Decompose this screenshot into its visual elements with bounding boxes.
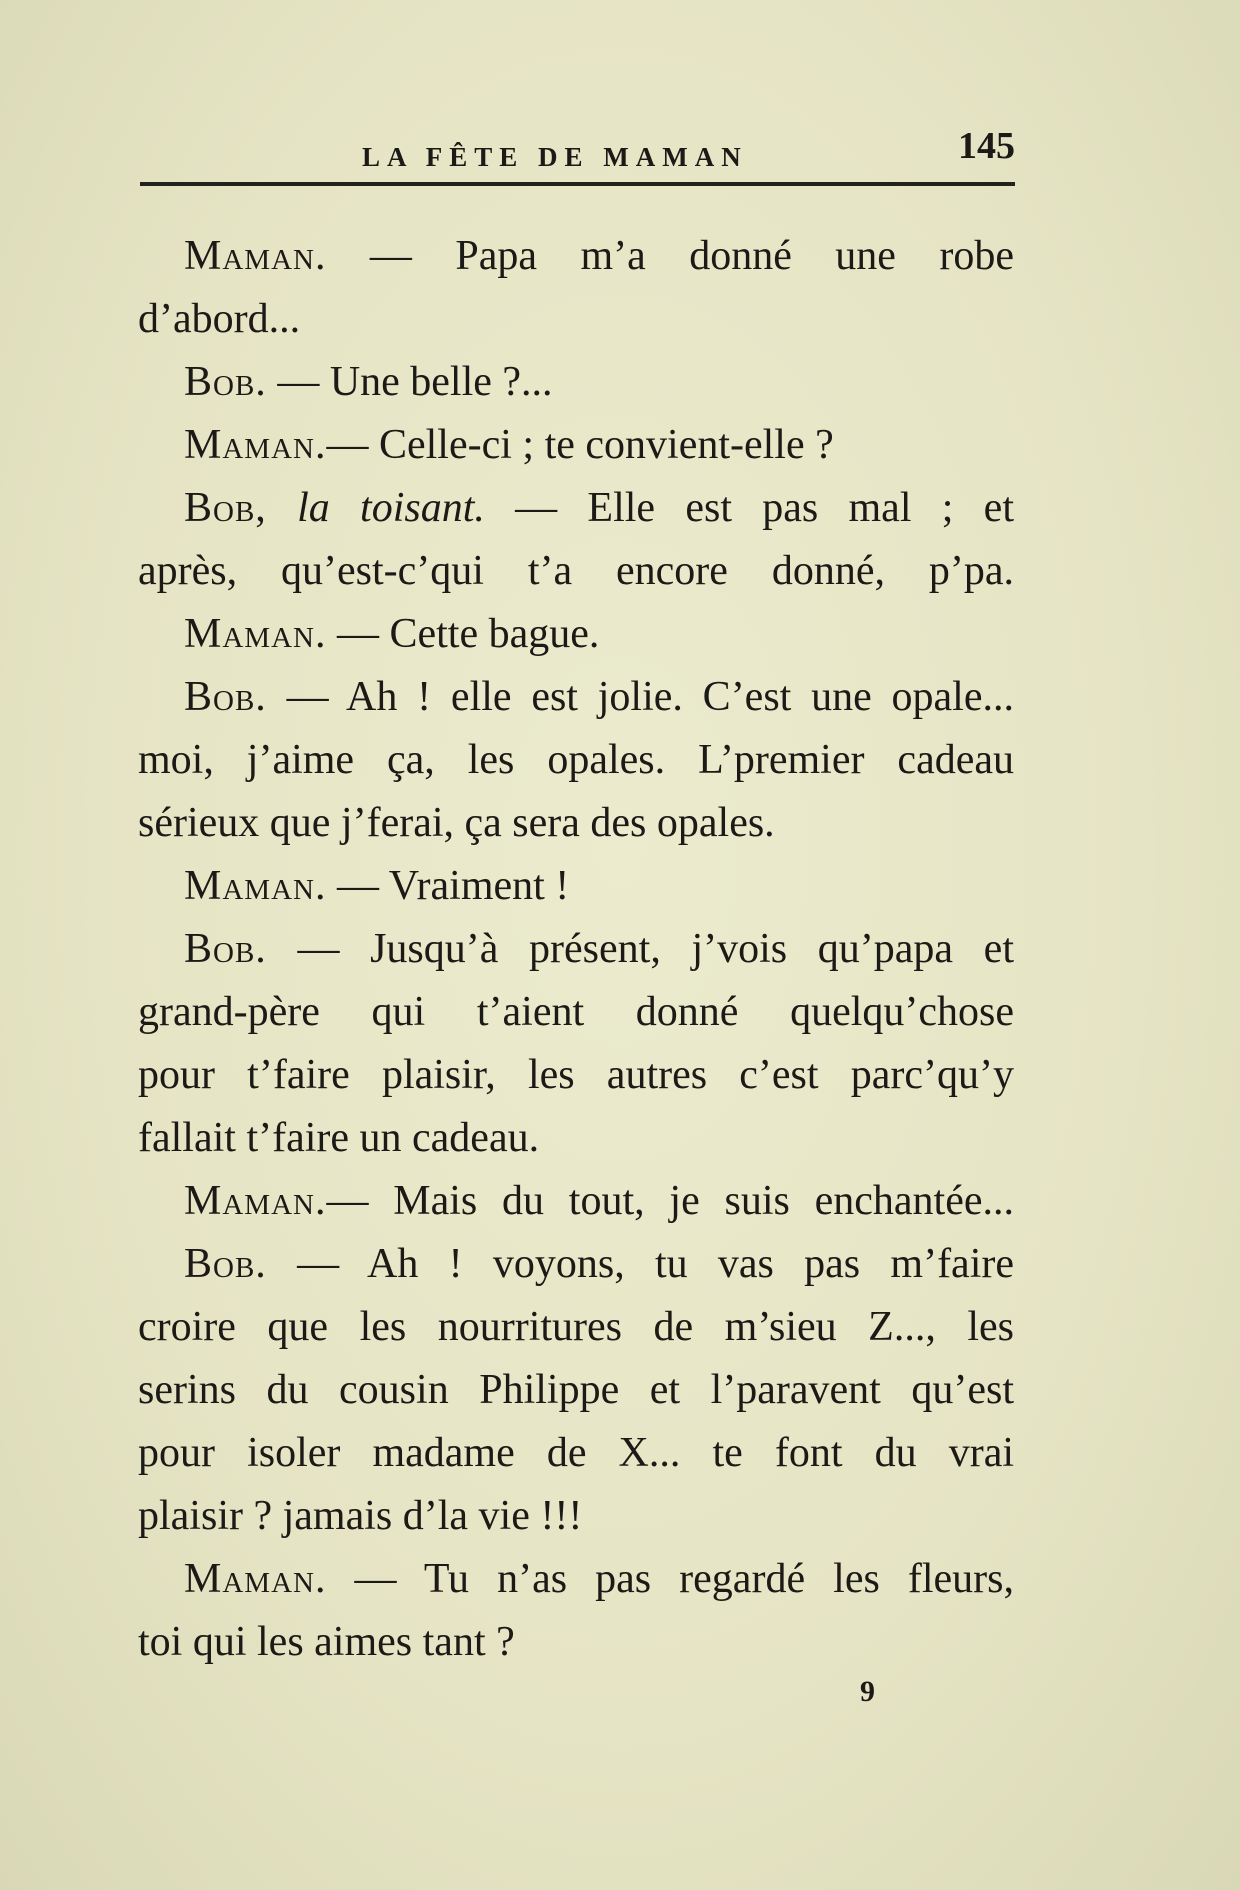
- line-text: plaisir ? jamais d’la vie !!!: [138, 1493, 583, 1539]
- speaker-name: Bob,: [184, 485, 267, 531]
- speaker-name: Maman.: [184, 1178, 327, 1224]
- text-line: [138, 1611, 1014, 1674]
- line-text: serins du cousin Philippe et l’paravent qu’est: [138, 1367, 1014, 1413]
- line-text: — Ah ! voyons, tu vas pas m’faire: [266, 1241, 1014, 1287]
- text-line: [138, 1548, 1014, 1611]
- line-text: croire que les nourritures de m’sieu Z..., les: [138, 1304, 1014, 1350]
- speaker-name: Bob.: [184, 359, 267, 405]
- line-text: après, qu’est-c’qui t’a encore donné, p’pa.: [138, 548, 1014, 594]
- text-line: [138, 792, 1014, 855]
- text-line: [138, 1044, 1014, 1107]
- running-head: [140, 118, 1015, 178]
- text-line: [138, 1485, 1014, 1548]
- line-text: — Papa m’a donné une robe: [326, 233, 1014, 279]
- text-line: [138, 1233, 1014, 1296]
- line-text: grand-père qui t’aient donné quelqu’chose: [138, 989, 1014, 1035]
- text-line: [138, 855, 1014, 918]
- text-line: [138, 414, 1014, 477]
- speaker-name: Bob.: [184, 674, 267, 720]
- text-line: [138, 540, 1014, 603]
- line-text: — Vraiment !: [326, 863, 570, 909]
- line-text: — Elle est pas mal ; et: [484, 485, 1014, 531]
- line-text: d’abord...: [138, 296, 301, 342]
- speaker-name: Maman.: [184, 611, 327, 657]
- line-text: — Celle-ci ; te convient-elle ?: [326, 422, 834, 468]
- line-text: moi, j’aime ça, les opales. L’premier cadeau: [138, 737, 1014, 783]
- text-line: [138, 1170, 1014, 1233]
- text-line: [138, 1296, 1014, 1359]
- line-text: — Ah ! elle est jolie. C’est une opale...: [266, 674, 1014, 720]
- text-line: [138, 225, 1014, 288]
- speaker-name: Bob.: [184, 926, 267, 972]
- speaker-name: Maman.: [184, 863, 327, 909]
- line-text: toi qui les aimes tant ?: [138, 1619, 515, 1665]
- line-text: pour isoler madame de X... te font du vrai: [138, 1430, 1014, 1476]
- text-line: [138, 729, 1014, 792]
- text-line: [138, 981, 1014, 1044]
- speaker-name: Maman.: [184, 1556, 327, 1602]
- line-text: — Cette bague.: [326, 611, 600, 657]
- text-line: [138, 351, 1014, 414]
- running-title: LA FÊTE DE MAMAN: [362, 142, 748, 172]
- text-line: [138, 666, 1014, 729]
- line-text: — Mais du tout, je suis enchantée...: [326, 1178, 1014, 1224]
- line-text: — Jusqu’à présent, j’vois qu’papa et: [266, 926, 1014, 972]
- text-line: [138, 1359, 1014, 1422]
- page-number: 145: [958, 125, 1015, 167]
- line-text: fallait t’faire un cadeau.: [138, 1115, 540, 1161]
- line-text: — Une belle ?...: [266, 359, 553, 405]
- signature-mark: 9: [860, 1675, 875, 1708]
- text-line: [138, 918, 1014, 981]
- line-text: sérieux que j’ferai, ça sera des opales.: [138, 800, 775, 846]
- dialogue-text: [138, 225, 1014, 1674]
- line-text: pour t’faire plaisir, les autres c’est parc’qu’y: [138, 1052, 1014, 1098]
- speaker-name: Maman.: [184, 422, 327, 468]
- text-line: [138, 1422, 1014, 1485]
- speaker-name: Bob.: [184, 1241, 267, 1287]
- line-text: — Tu n’as pas regardé les fleurs,: [326, 1556, 1014, 1602]
- text-line: [138, 477, 1014, 540]
- text-line: [138, 1107, 1014, 1170]
- text-line: [138, 288, 1014, 351]
- header-rule: [140, 182, 1015, 186]
- speaker-name: Maman.: [184, 233, 327, 279]
- text-line: [138, 603, 1014, 666]
- stage-direction: la toisant.: [297, 485, 485, 531]
